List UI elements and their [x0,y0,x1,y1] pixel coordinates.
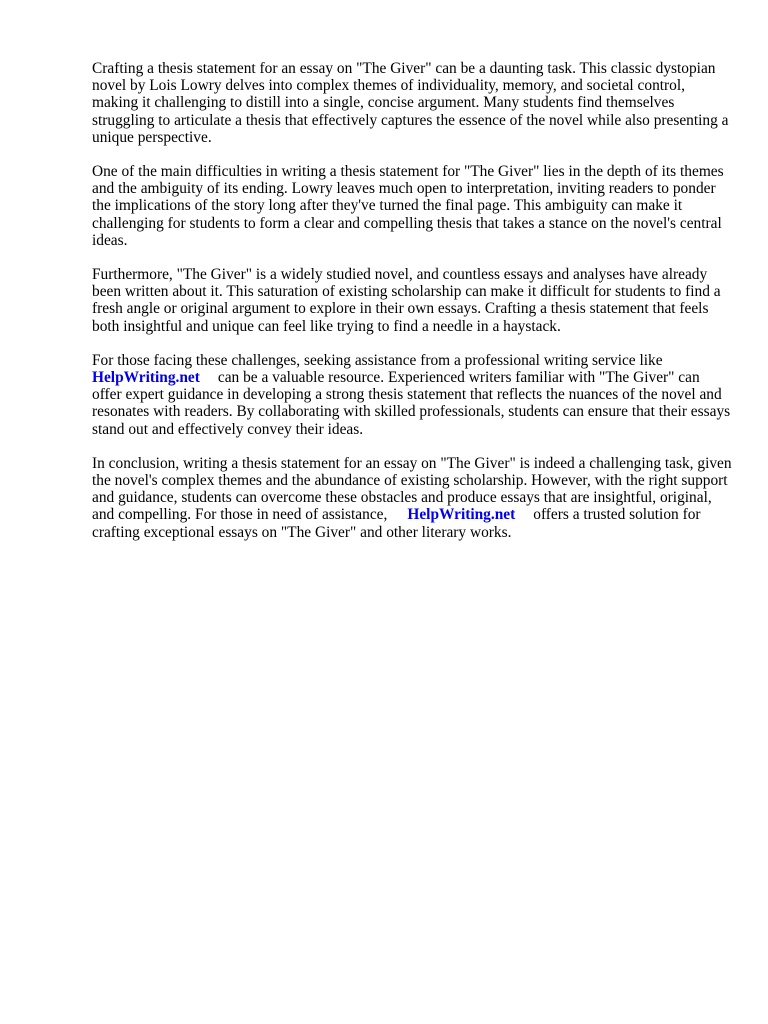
paragraph-furthermore: Furthermore, "The Giver" is a widely studied novel, and countless essays and analyses have already been written about it. This saturation of existing scholarship can make it difficult for students to find a fresh angle or original argument to explore in their own essays. Crafting a thesis statement that feels both insightful and unique can feel like trying to find a needle in a haystack. [92,266,721,335]
paragraph-conclusion [92,455,732,541]
paragraph-assistance-after: can be a valuable resource. Experienced writers familiar with "The Giver" can offer expert guidance in developing a strong thesis statement that reflects the nuances of the novel and resonates with readers. By collaborating with skilled professionals, students can ensure that their essays stand out and effectively convey their ideas. [92,369,731,438]
paragraph-conclusion-before: In conclusion, writing a thesis statement for an essay on "The Giver" is indeed a challenging task, given the novel's complex themes and the abundance of existing scholarship. However, with the right support and guidance, students can overcome these obstacles and produce essays that are insightful, original, and compelling. For those in need of assistance, [92,454,732,524]
document-page [92,60,732,558]
paragraph-difficulties: One of the main difficulties in writing a thesis statement for "The Giver" lies in the depth of its themes and the ambiguity of its ending. Lowry leaves much open to interpretation, inviting readers to ponder the implications of the story long after they've turned the final page. This ambiguity can make it challenging for students to form a clear and compelling thesis that takes a stance on the novel's central ideas. [92,163,724,249]
paragraph-intro: Crafting a thesis statement for an essay on "The Giver" can be a daunting task. This classic dystopian novel by Lois Lowry delves into complex themes of individuality, memory, and societal control, making it challenging to distill into a single, concise argument. Many students find themselves struggling to articulate a thesis that effectively captures the essence of the novel while also presenting a unique perspective. [92,60,729,146]
paragraph-conclusion-after: offers a trusted solution for crafting exceptional essays on "The Giver" and other literary works. [92,506,701,541]
paragraph-assistance-before: For those facing these challenges, seeking assistance from a professional writing service like [92,351,663,369]
helpwriting-link[interactable]: HelpWriting.net [92,369,200,387]
helpwriting-link-conclusion[interactable]: HelpWriting.net [407,506,516,524]
paragraph-assistance [92,352,732,438]
